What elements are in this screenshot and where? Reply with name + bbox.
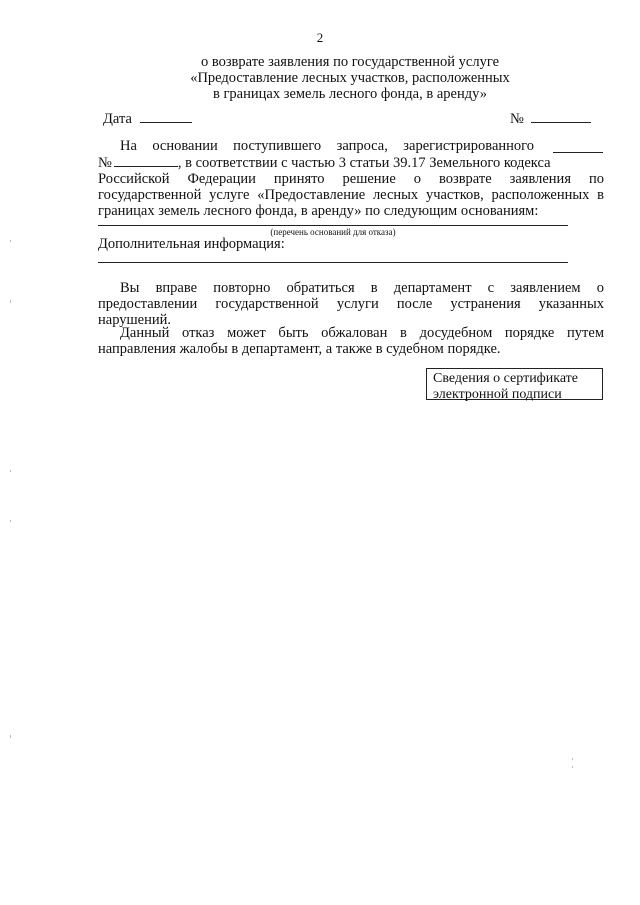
decision-paragraph (98, 138, 604, 219)
appeal-line-1: Данный отказ может быть обжалован в досудебном порядке путем (120, 325, 604, 341)
reapply-line-2: предоставлении государственной услуги после устранения указанных (98, 296, 604, 312)
scan-artifact (10, 735, 11, 738)
document-title (150, 54, 550, 102)
reasons-caption: (перечень оснований для отказа) (270, 227, 396, 237)
scan-artifact (10, 470, 11, 472)
number-field (510, 110, 591, 128)
decision-line-4: государственной услуге «Предоставление лесных участков, расположенных в (98, 187, 604, 203)
scan-artifact (10, 300, 11, 303)
reasons-line (98, 225, 568, 226)
scan-artifact (10, 520, 11, 522)
date-label: Дата (103, 111, 132, 127)
reapply-line-1: Вы вправе повторно обратиться в департамент с заявлением о (120, 280, 604, 296)
number-blank (531, 110, 591, 123)
appeal-paragraph (98, 325, 604, 357)
decision-line-2: , в соответствии с частью 3 статьи 39.17 Земельного кодекса (177, 155, 551, 171)
decision-line-5: границах земель лесного фонда, в аренду» по следующим основаниям: (98, 203, 539, 219)
date-field (103, 110, 192, 128)
additional-info-line (98, 262, 568, 263)
signature-box-line-2: электронной подписи (433, 386, 562, 402)
number-label: № (510, 111, 524, 127)
signature-certificate-box (426, 368, 603, 400)
page-number: 2 (316, 30, 324, 45)
registration-date-blank (553, 152, 603, 153)
registration-number-label: № (98, 155, 112, 171)
additional-info-label: Дополнительная информация: (98, 236, 285, 252)
decision-line-1: На основании поступившего запроса, зарегистрированного (120, 138, 534, 154)
date-blank (140, 110, 192, 123)
scan-artifact (572, 766, 573, 768)
registration-number-blank (114, 154, 178, 167)
title-line-1: о возврате заявления по государственной услуге (200, 54, 500, 70)
signature-box-line-1: Сведения о сертификате (433, 371, 579, 386)
scan-artifact (572, 758, 573, 760)
scan-artifact (10, 240, 11, 242)
reapply-line-3: нарушений. (98, 312, 172, 328)
decision-line-3: Российской Федерации принято решение о возврате заявления по (98, 171, 604, 187)
appeal-line-2: направления жалобы в департамент, а также в судебном порядке. (98, 341, 501, 357)
title-line-2: «Предоставление лесных участков, расположенных (190, 70, 510, 86)
title-line-3: в границах земель лесного фонда, в аренду» (213, 86, 487, 102)
reapply-paragraph (98, 280, 604, 328)
